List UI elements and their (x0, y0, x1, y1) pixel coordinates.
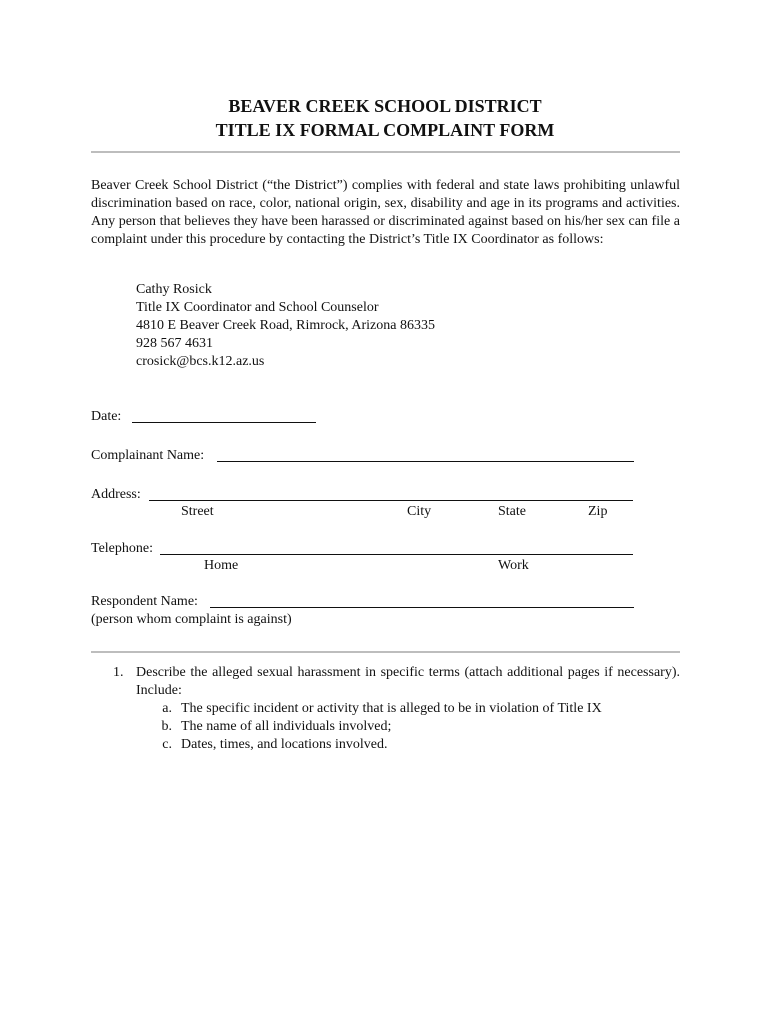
respondent-name-field[interactable] (210, 607, 634, 608)
address-zip-label: Zip (588, 504, 608, 519)
header-divider (91, 151, 680, 153)
section-divider (91, 651, 680, 653)
telephone-field[interactable] (160, 554, 633, 555)
coordinator-contact-block (136, 281, 435, 371)
coordinator-name: Cathy Rosick (136, 282, 212, 297)
telephone-label: Telephone: (91, 541, 153, 556)
date-label: Date: (91, 409, 122, 424)
coordinator-email: crosick@bcs.k12.az.us (136, 354, 265, 369)
coordinator-role: Title IX Coordinator and School Counselor (136, 300, 379, 315)
question-sub-items (158, 700, 658, 754)
date-field[interactable] (132, 422, 316, 423)
list-item-letter: b. (161, 719, 172, 734)
list-item-text: The name of all individuals involved; (181, 719, 392, 734)
respondent-note: (person whom complaint is against) (91, 612, 292, 627)
form-title-complaint: TITLE IX FORMAL COMPLAINT FORM (215, 120, 555, 140)
list-item (158, 700, 658, 718)
list-item (158, 736, 658, 754)
form-title-district: BEAVER CREEK SCHOOL DISTRICT (228, 96, 542, 116)
address-city-label: City (407, 504, 432, 519)
respondent-name-label: Respondent Name: (91, 594, 198, 609)
address-label: Address: (91, 487, 141, 502)
list-item-letter: c. (162, 737, 172, 752)
complainant-name-label: Complainant Name: (91, 448, 205, 463)
question-text: Describe the alleged sexual harassment in specific terms (attach additional pages if necessary). Include: (136, 665, 680, 698)
coordinator-phone: 928 567 4631 (136, 336, 213, 351)
complainant-name-field[interactable] (217, 461, 634, 462)
telephone-home-label: Home (204, 558, 239, 573)
coordinator-address: 4810 E Beaver Creek Road, Rimrock, Arizona 86335 (136, 318, 435, 333)
address-street-label: Street (181, 504, 214, 519)
telephone-work-label: Work (498, 558, 529, 573)
list-item-text: Dates, times, and locations involved. (181, 737, 388, 752)
intro-paragraph: Beaver Creek School District (“the District”) complies with federal and state laws prohibiting unlawful discrimination based on race, color, national origin, sex, disability and age in its programs and activities. Any person that believes they have been harassed or discriminated against based on his/her sex can file a complaint under this procedure by contacting the District’s Title IX Coordinator as follows: (91, 178, 680, 247)
address-field[interactable] (149, 500, 633, 501)
question-number: 1. (113, 665, 124, 680)
list-item (158, 718, 658, 736)
address-state-label: State (498, 504, 526, 519)
list-item-text: The specific incident or activity that is alleged to be in violation of Title IX (181, 701, 602, 716)
list-item-letter: a. (162, 701, 172, 716)
